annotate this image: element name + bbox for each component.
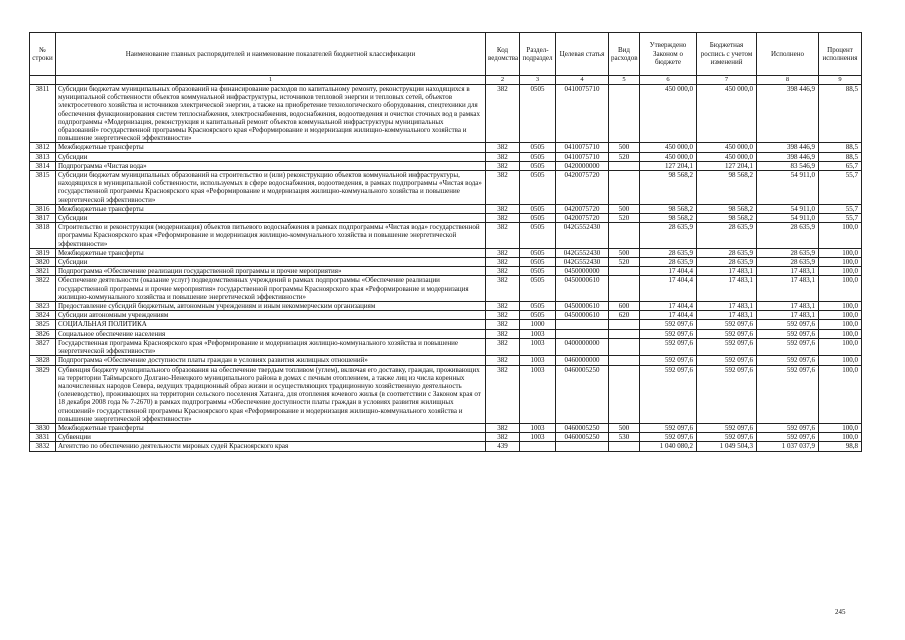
row-number: 3826 [30,329,56,338]
row-name: Субвенция бюджету муниципального образования на обеспечение твердым топливом (углем), включая его доставку, граждан, проживающих на территории Таймырского Долгано-Ненецкого муниципального района в домах с печным отоплением, а также лиц из числа коренных малочисленных народов Севера, ведущих традиционный образ жизни и осуществляющих традиционную хозяйственную деятельность (оленеводство), проживающих на территории сельского поселения Хатанга, для отопления кочевого жилья (в соответствии с Законом края от 18 декабря 2008 года № 7-2670) в рамках подпрограммы «Обеспечение доступности платы граждан в условиях развития жилищных отношений» государственной программы Красноярского края «Реформирование и модернизация жилищно-коммунального хозяйства и повышение энергетической эффективности» [56,365,486,423]
approved-amount: 450 000,0 [640,85,697,143]
row-name: Субсидии [56,258,486,267]
table-row [30,433,862,442]
department-code: 382 [486,311,520,320]
section-code: 0505 [520,85,556,143]
approved-amount: 17 404,4 [640,302,697,311]
department-code: 382 [486,356,520,365]
expense-type: 500 [609,204,640,213]
row-number: 3828 [30,356,56,365]
executed-amount: 17 483,1 [757,276,819,302]
executed-amount: 592 097,6 [757,433,819,442]
department-code: 382 [486,320,520,329]
column-number: 8 [757,76,819,85]
target-article: 0420075720 [556,204,609,213]
execution-percent: 100,0 [819,329,862,338]
execution-percent: 55,7 [819,204,862,213]
target-article [556,329,609,338]
approved-amount: 592 097,6 [640,423,697,432]
section-code: 0505 [520,152,556,161]
row-name: Субвенции [56,433,486,442]
schedule-amount: 592 097,6 [697,365,757,423]
schedule-amount: 17 483,1 [697,302,757,311]
executed-amount: 28 635,9 [757,258,819,267]
approved-amount: 450 000,0 [640,152,697,161]
approved-amount: 17 404,4 [640,267,697,276]
row-number: 3820 [30,258,56,267]
row-name: Подпрограмма «Чистая вода» [56,161,486,170]
approved-amount: 592 097,6 [640,365,697,423]
department-code: 382 [486,248,520,257]
execution-percent: 55,7 [819,214,862,223]
section-code: 0505 [520,258,556,267]
section-code: 0505 [520,267,556,276]
department-code: 382 [486,423,520,432]
schedule-amount: 592 097,6 [697,423,757,432]
department-code: 382 [486,161,520,170]
table-row [30,161,862,170]
row-name: Субсидии бюджетам муниципальных образований на финансирование расходов по капитальному ремонту, реконструкции находящихся в муниципальной собственности объектов коммунальной инфраструктуры, источников тепловой энергии и тепловых сетей, объектов электросетевого хозяйства и источников электрической энергии, а также на приобретение технологического оборудования, спецтехники для обеспечения функционирования систем теплоснабжения, электроснабжения, водоснабжения, водоотведения и очистки сточных вод в рамках подпрограммы «Модернизация, реконструкция и капитальный ремонт объектов коммунальной инфраструктуры муниципальных образований» государственной программы Красноярского края «Реформирование и модернизация жилищно-коммунального хозяйства и повышение энергетической эффективности» [56,85,486,143]
target-article: 0450000000 [556,267,609,276]
department-code: 382 [486,85,520,143]
executed-amount: 592 097,6 [757,329,819,338]
table-row [30,248,862,257]
expense-type [609,276,640,302]
approved-amount: 592 097,6 [640,338,697,355]
row-name: Субсидии [56,152,486,161]
expense-type [609,161,640,170]
department-code: 382 [486,152,520,161]
target-article: 0420075720 [556,171,609,205]
expense-type [609,356,640,365]
execution-percent: 65,7 [819,161,862,170]
row-number: 3832 [30,442,56,451]
executed-amount: 398 446,9 [757,152,819,161]
row-name: Государственная программа Красноярского края «Реформирование и модернизация жилищно-коммунального хозяйства и повышение энергетической эффективности» [56,338,486,355]
column-number [30,76,56,85]
schedule-amount: 450 000,0 [697,152,757,161]
department-code: 382 [486,143,520,152]
table-row [30,152,862,161]
department-code: 382 [486,258,520,267]
row-name: Социальное обеспечение населения [56,329,486,338]
row-number: 3817 [30,214,56,223]
schedule-amount: 1 049 504,3 [697,442,757,451]
target-article [556,442,609,451]
execution-percent: 100,0 [819,267,862,276]
executed-amount: 592 097,6 [757,423,819,432]
execution-percent: 100,0 [819,248,862,257]
department-code: 382 [486,276,520,302]
header-department-code: Код ведомства [486,33,520,76]
row-name: Предоставление субсидий бюджетным, автономным учреждениям и иным некоммерческим организациям [56,302,486,311]
target-article: 0410075710 [556,85,609,143]
header-percent: Процент исполнения [819,33,862,76]
budget-report-sheet [29,32,861,452]
table-row [30,423,862,432]
header-target-article: Целевая статья [556,33,609,76]
table-row [30,267,862,276]
section-code: 0505 [520,161,556,170]
target-article: 0460005250 [556,433,609,442]
row-number: 3815 [30,171,56,205]
expense-type: 620 [609,311,640,320]
department-code: 382 [486,171,520,205]
table-row [30,442,862,451]
section-code [520,442,556,451]
target-article: 0410075710 [556,152,609,161]
expense-type [609,442,640,451]
column-number-row [30,76,862,85]
expense-type: 520 [609,214,640,223]
section-code: 0505 [520,248,556,257]
column-number: 6 [640,76,697,85]
approved-amount: 1 040 080,2 [640,442,697,451]
approved-amount: 98 568,2 [640,214,697,223]
column-number: 3 [520,76,556,85]
target-article: 0410075710 [556,143,609,152]
approved-amount: 17 404,4 [640,311,697,320]
schedule-amount: 17 483,1 [697,311,757,320]
approved-amount: 28 635,9 [640,248,697,257]
schedule-amount: 592 097,6 [697,338,757,355]
schedule-amount: 592 097,6 [697,329,757,338]
table-row [30,320,862,329]
row-number: 3823 [30,302,56,311]
header-name: Наименование главных распорядителей и наименование показателей бюджетной классификации [56,33,486,76]
executed-amount: 592 097,6 [757,365,819,423]
executed-amount: 1 037 037,9 [757,442,819,451]
expense-type [609,85,640,143]
row-number: 3813 [30,152,56,161]
row-number: 3811 [30,85,56,143]
expense-type: 520 [609,152,640,161]
schedule-amount: 98 568,2 [697,171,757,205]
section-code: 0505 [520,311,556,320]
schedule-amount: 592 097,6 [697,433,757,442]
table-header-row [30,33,862,76]
execution-percent: 100,0 [819,433,862,442]
executed-amount: 17 483,1 [757,302,819,311]
expense-type: 500 [609,423,640,432]
executed-amount: 592 097,6 [757,338,819,355]
department-code: 382 [486,338,520,355]
department-code: 382 [486,329,520,338]
expense-type: 520 [609,258,640,267]
table-row [30,258,862,267]
row-name: Субсидии бюджетам муниципальных образований на строительство и (или) реконструкцию объектов коммунальной инфраструктуры, находящихся в муниципальной собственности, используемых в сфере водоснабжения, водоотведения, в рамках подпрограммы «Чистая вода» государственной программы Красноярского края «Реформирование и модернизация жилищно-коммунального хозяйства и повышение энергетической эффективности» [56,171,486,205]
expense-type [609,267,640,276]
row-name: Подпрограмма «Обеспечение доступности платы граждан в условиях развития жилищных отношений» [56,356,486,365]
target-article: 0450000610 [556,302,609,311]
execution-percent: 100,0 [819,365,862,423]
row-name: Обеспечение деятельности (оказание услуг) подведомственных учреждений в рамках подпрограммы «Обеспечение реализации государственной программы и прочие мероприятия» государственной программы Красноярского края «Реформирование и модернизация жилищно-коммунального хозяйства и повышение энергетической эффективности» [56,276,486,302]
target-article: 0450000610 [556,311,609,320]
target-article: 0400000000 [556,338,609,355]
table-row [30,276,862,302]
target-article: 0460005250 [556,423,609,432]
approved-amount: 592 097,6 [640,320,697,329]
department-code: 382 [486,204,520,213]
execution-percent: 100,0 [819,258,862,267]
executed-amount: 592 097,6 [757,356,819,365]
expense-type: 500 [609,143,640,152]
target-article: 042G552430 [556,248,609,257]
approved-amount: 98 568,2 [640,171,697,205]
target-article: 0460000000 [556,356,609,365]
execution-percent: 100,0 [819,276,862,302]
expense-type [609,365,640,423]
row-name: Субсидии автономным учреждениям [56,311,486,320]
row-number: 3819 [30,248,56,257]
row-number: 3814 [30,161,56,170]
row-number: 3821 [30,267,56,276]
column-number: 4 [556,76,609,85]
section-code: 0505 [520,214,556,223]
executed-amount: 54 911,0 [757,214,819,223]
row-name: Строительство и реконструкция (модернизация) объектов питьевого водоснабжения в рамках подпрограммы «Чистая вода» государственной программы Красноярского края «Реформирование и модернизация жилищно-коммунального хозяйства и повышение энергетической эффективности» [56,223,486,249]
column-number: 2 [486,76,520,85]
row-name: Межбюджетные трансферты [56,423,486,432]
table-row [30,204,862,213]
execution-percent: 100,0 [819,338,862,355]
section-code: 0505 [520,223,556,249]
schedule-amount: 450 000,0 [697,85,757,143]
approved-amount: 28 635,9 [640,223,697,249]
column-number: 5 [609,76,640,85]
target-article: 0420075720 [556,214,609,223]
target-article [556,320,609,329]
schedule-amount: 17 483,1 [697,267,757,276]
expense-type: 530 [609,433,640,442]
section-code: 0505 [520,143,556,152]
department-code: 382 [486,365,520,423]
schedule-amount: 28 635,9 [697,248,757,257]
execution-percent: 88,5 [819,85,862,143]
expense-type [609,329,640,338]
section-code: 0505 [520,276,556,302]
row-number: 3824 [30,311,56,320]
header-approved: Утверждено Законом о бюджете [640,33,697,76]
execution-percent: 88,5 [819,152,862,161]
approved-amount: 592 097,6 [640,433,697,442]
header-executed: Исполнено [757,33,819,76]
column-number: 9 [819,76,862,85]
header-row-number: № строки [30,33,56,76]
executed-amount: 54 911,0 [757,171,819,205]
executed-amount: 592 097,6 [757,320,819,329]
row-name: СОЦИАЛЬНАЯ ПОЛИТИКА [56,320,486,329]
department-code: 439 [486,442,520,451]
execution-percent: 100,0 [819,320,862,329]
table-row [30,171,862,205]
schedule-amount: 450 000,0 [697,143,757,152]
schedule-amount: 592 097,6 [697,356,757,365]
budget-table [29,32,862,452]
table-row [30,302,862,311]
section-code: 0505 [520,302,556,311]
target-article: 042G552430 [556,223,609,249]
department-code: 382 [486,214,520,223]
column-number: 7 [697,76,757,85]
row-number: 3831 [30,433,56,442]
expense-type [609,338,640,355]
table-row [30,338,862,355]
expense-type [609,320,640,329]
expense-type: 600 [609,302,640,311]
approved-amount: 127 204,1 [640,161,697,170]
executed-amount: 28 635,9 [757,248,819,257]
row-name: Межбюджетные трансферты [56,143,486,152]
row-number: 3829 [30,365,56,423]
approved-amount: 592 097,6 [640,329,697,338]
expense-type [609,223,640,249]
schedule-amount: 127 204,1 [697,161,757,170]
executed-amount: 28 635,9 [757,223,819,249]
approved-amount: 592 097,6 [640,356,697,365]
executed-amount: 398 446,9 [757,143,819,152]
row-name: Субсидии [56,214,486,223]
section-code: 0505 [520,204,556,213]
section-code: 1003 [520,365,556,423]
row-name: Агентство по обеспечению деятельности мировых судей Красноярского края [56,442,486,451]
section-code: 1003 [520,356,556,365]
row-number: 3825 [30,320,56,329]
schedule-amount: 98 568,2 [697,204,757,213]
execution-percent: 100,0 [819,223,862,249]
section-code: 1003 [520,423,556,432]
execution-percent: 100,0 [819,423,862,432]
expense-type: 500 [609,248,640,257]
row-number: 3816 [30,204,56,213]
approved-amount: 28 635,9 [640,258,697,267]
executed-amount: 398 446,9 [757,85,819,143]
approved-amount: 98 568,2 [640,204,697,213]
section-code: 1003 [520,338,556,355]
header-expense-type: Вид расходов [609,33,640,76]
execution-percent: 98,8 [819,442,862,451]
schedule-amount: 28 635,9 [697,258,757,267]
department-code: 382 [486,267,520,276]
section-code: 0505 [520,171,556,205]
expense-type [609,171,640,205]
header-section: Раздел-подраздел [520,33,556,76]
execution-percent: 100,0 [819,302,862,311]
target-article: 0460005250 [556,365,609,423]
table-row [30,143,862,152]
department-code: 382 [486,302,520,311]
page-number: 245 [835,608,846,616]
column-number: 1 [56,76,486,85]
table-row [30,85,862,143]
execution-percent: 100,0 [819,356,862,365]
approved-amount: 450 000,0 [640,143,697,152]
table-row [30,311,862,320]
schedule-amount: 28 635,9 [697,223,757,249]
row-name: Подпрограмма «Обеспечение реализации государственной программы и прочие мероприятия» [56,267,486,276]
executed-amount: 54 911,0 [757,204,819,213]
schedule-amount: 592 097,6 [697,320,757,329]
row-number: 3812 [30,143,56,152]
schedule-amount: 98 568,2 [697,214,757,223]
row-number: 3818 [30,223,56,249]
table-row [30,329,862,338]
execution-percent: 55,7 [819,171,862,205]
table-row [30,223,862,249]
row-number: 3827 [30,338,56,355]
department-code: 382 [486,433,520,442]
row-name: Межбюджетные трансферты [56,248,486,257]
row-number: 3830 [30,423,56,432]
table-row [30,356,862,365]
row-number: 3822 [30,276,56,302]
section-code: 1000 [520,320,556,329]
execution-percent: 88,5 [819,143,862,152]
target-article: 0420000000 [556,161,609,170]
section-code: 1003 [520,433,556,442]
table-row [30,365,862,423]
executed-amount: 83 546,9 [757,161,819,170]
approved-amount: 17 404,4 [640,276,697,302]
table-row [30,214,862,223]
executed-amount: 17 483,1 [757,267,819,276]
execution-percent: 100,0 [819,311,862,320]
schedule-amount: 17 483,1 [697,276,757,302]
target-article: 0450000610 [556,276,609,302]
executed-amount: 17 483,1 [757,311,819,320]
section-code: 1003 [520,329,556,338]
header-budget-schedule: Бюджетная роспись с учетом изменений [697,33,757,76]
department-code: 382 [486,223,520,249]
row-name: Межбюджетные трансферты [56,204,486,213]
target-article: 042G552430 [556,258,609,267]
